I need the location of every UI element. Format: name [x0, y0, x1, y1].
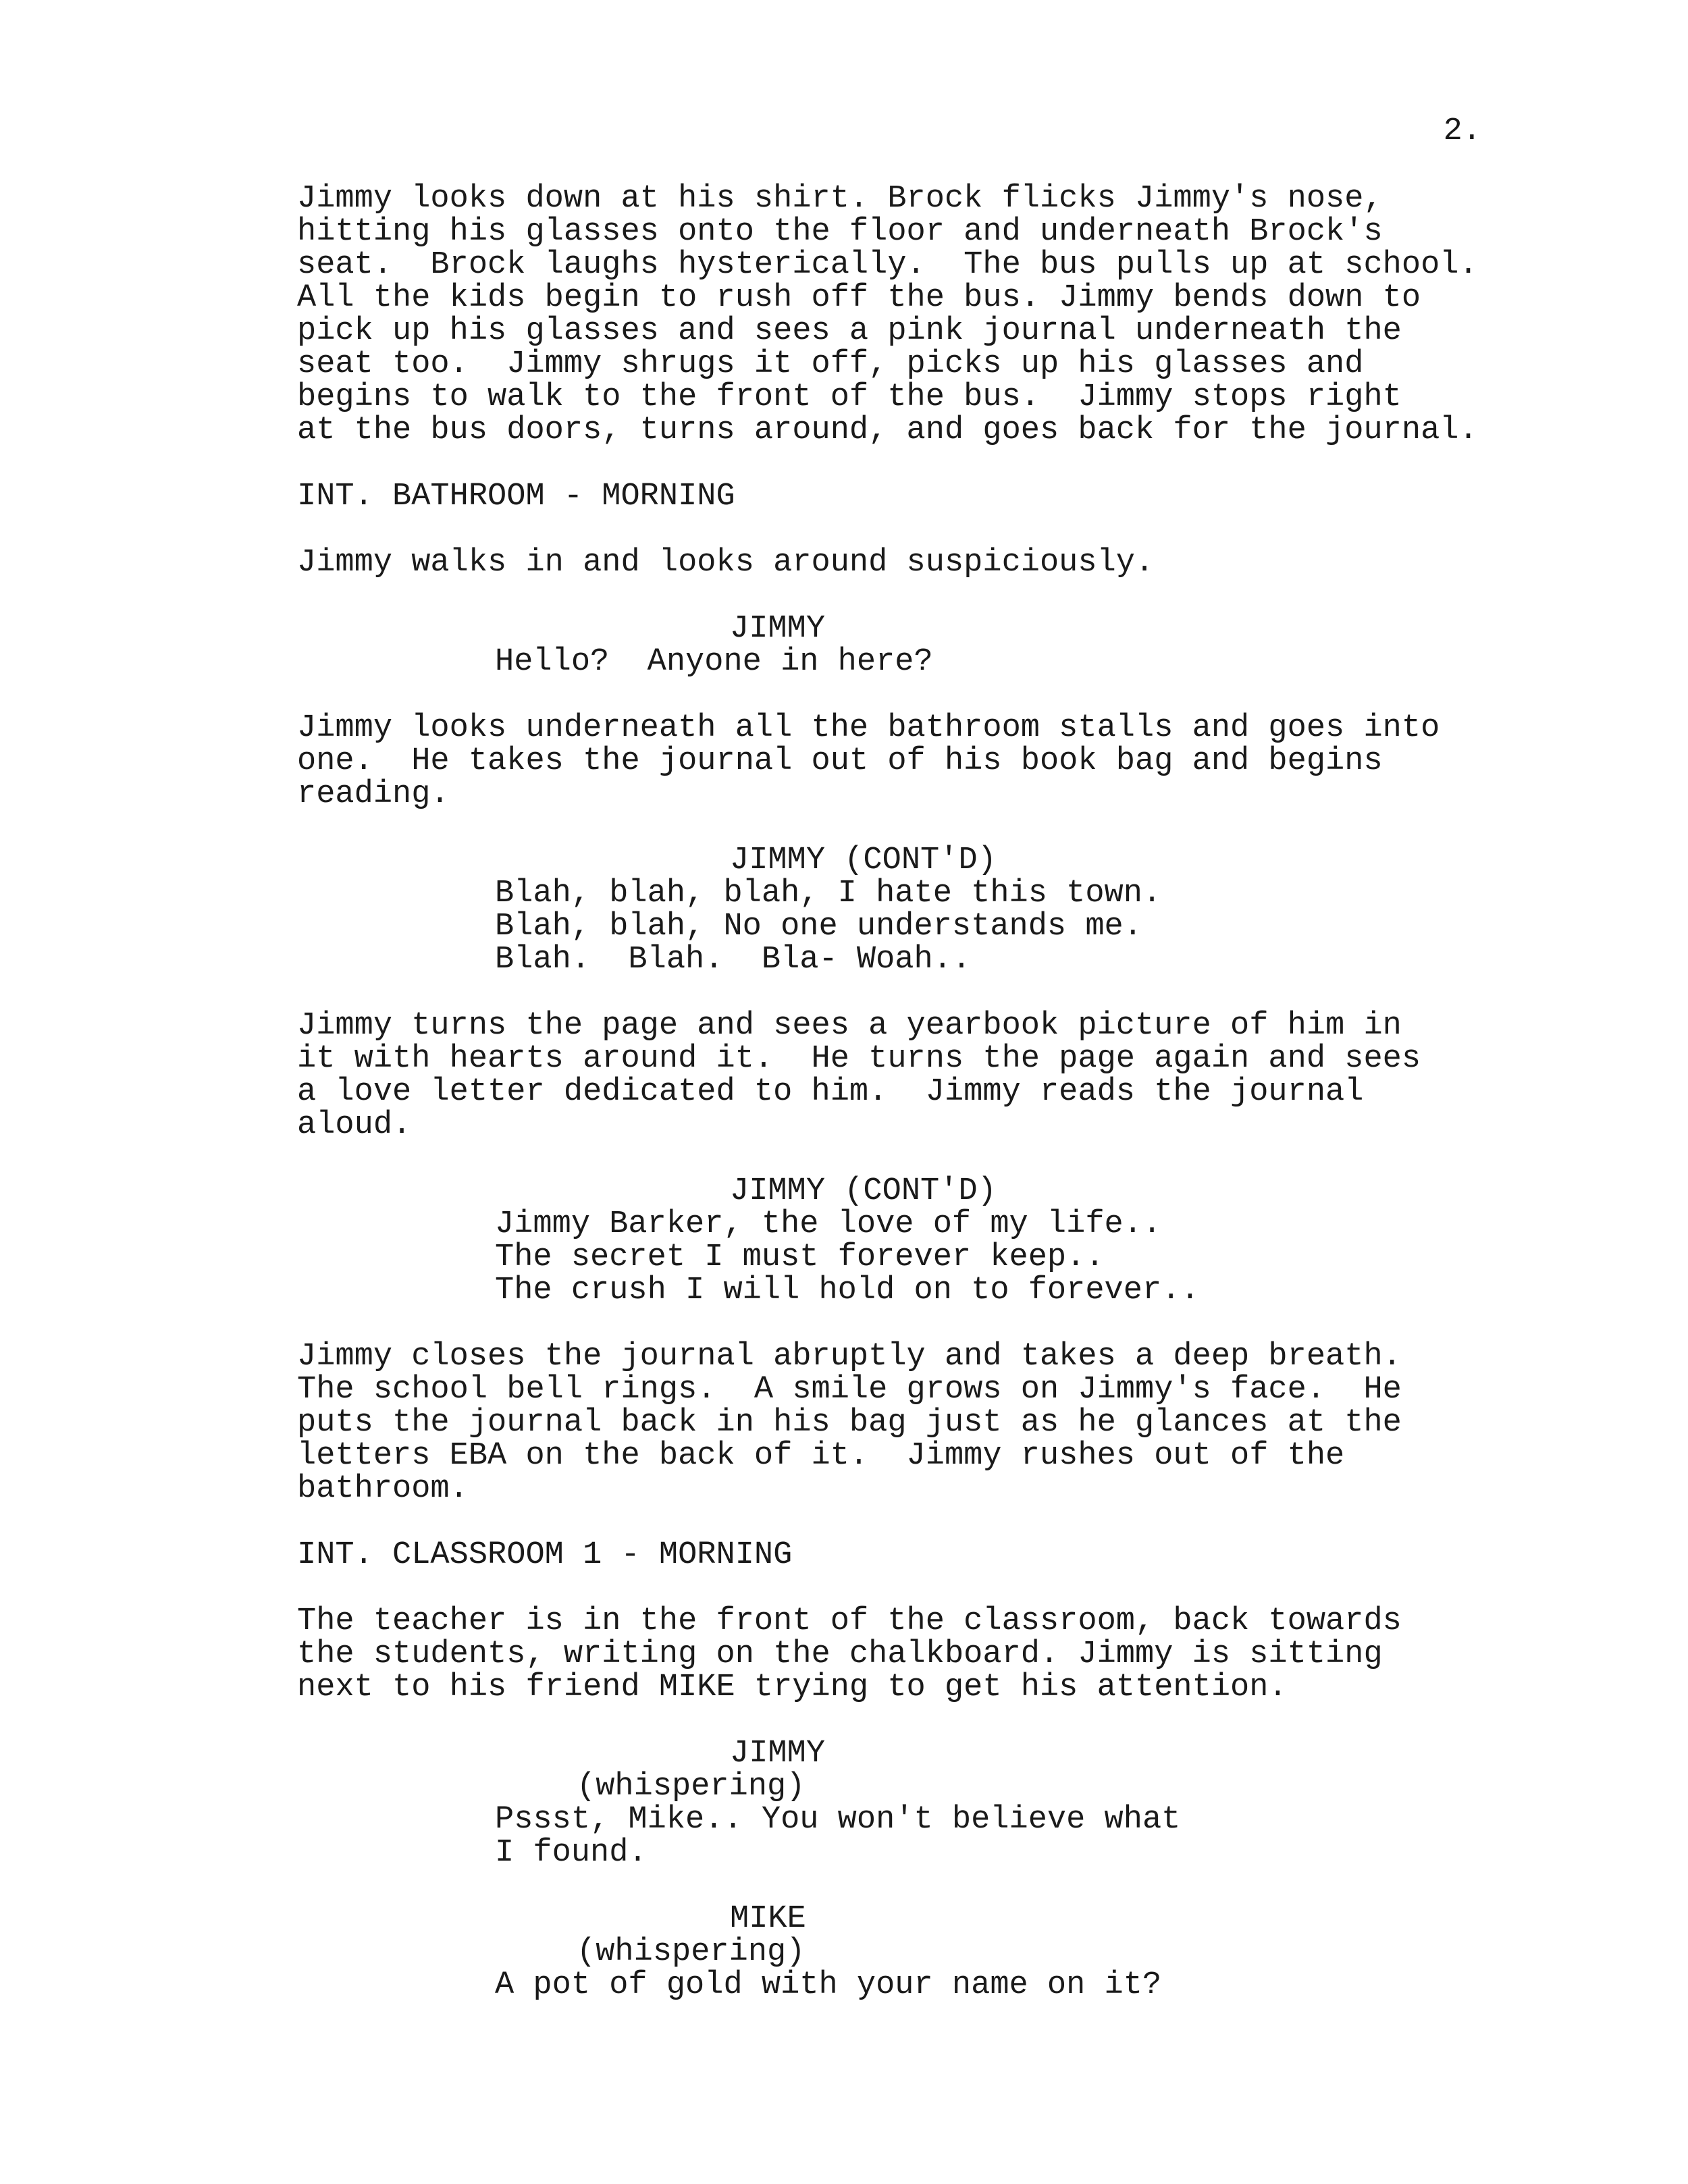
- dialogue-block: [297, 1803, 1512, 1869]
- action-block: [297, 1009, 1512, 1142]
- action-line: Jimmy looks down at his shirt. Brock flicks Jimmy's nose,: [297, 181, 1383, 217]
- parenthetical-text: (whispering): [577, 1769, 806, 1805]
- dialogue-line: The crush I will hold on to forever..: [495, 1273, 1200, 1308]
- action-line: one. He takes the journal out of his book bag and begins: [297, 743, 1383, 779]
- action-line: aloud.: [297, 1107, 412, 1143]
- parenthetical: [297, 1770, 1512, 1803]
- action-line: hitting his glasses onto the floor and underneath Brock's: [297, 214, 1383, 250]
- dialogue-line: The secret I must forever keep..: [495, 1240, 1105, 1275]
- action-block: [297, 1340, 1512, 1506]
- character-name: JIMMY: [730, 611, 826, 647]
- action-line: Jimmy walks in and looks around suspiciously.: [297, 545, 1155, 581]
- action-block: [297, 182, 1512, 447]
- action-line: seat. Brock laughs hysterically. The bus pulls up at school.: [297, 247, 1478, 283]
- action-line: Jimmy closes the journal abruptly and takes a deep breath.: [297, 1339, 1402, 1375]
- action-line: Jimmy turns the page and sees a yearbook picture of him in: [297, 1008, 1402, 1044]
- action-line: The teacher is in the front of the classroom, back towards: [297, 1603, 1402, 1639]
- scene-heading: [297, 480, 1512, 513]
- action-line: the students, writing on the chalkboard. Jimmy is sitting: [297, 1636, 1383, 1672]
- action-line: puts the journal back in his bag just as he glances at the: [297, 1405, 1402, 1441]
- scene-heading-text: INT. BATHROOM - MORNING: [297, 479, 735, 514]
- action-line: next to his friend MIKE trying to get his attention.: [297, 1670, 1288, 1705]
- character-name: JIMMY (CONT'D): [730, 1173, 997, 1209]
- dialogue-line: I found.: [495, 1835, 648, 1871]
- dialogue-block: [297, 877, 1512, 976]
- page-number: 2.: [1443, 113, 1481, 149]
- action-line: seat too. Jimmy shrugs it off, picks up his glasses and: [297, 346, 1364, 382]
- character-name: JIMMY: [730, 1736, 826, 1772]
- dialogue-line: Pssst, Mike.. You won't believe what: [495, 1802, 1181, 1838]
- action-line: bathroom.: [297, 1471, 469, 1507]
- action-block: [297, 546, 1512, 579]
- character-cue: [297, 612, 1512, 645]
- dialogue-block: [297, 1969, 1512, 2002]
- action-block: [297, 712, 1512, 811]
- character-name: JIMMY (CONT'D): [730, 843, 997, 878]
- action-line: Jimmy looks underneath all the bathroom stalls and goes into: [297, 710, 1440, 746]
- character-cue: [297, 1175, 1512, 1208]
- dialogue-line: Jimmy Barker, the love of my life..: [495, 1206, 1162, 1242]
- dialogue-line: Blah, blah, No one understands me.: [495, 909, 1142, 944]
- character-cue: [297, 1737, 1512, 1770]
- action-line: a love letter dedicated to him. Jimmy reads the journal: [297, 1074, 1364, 1110]
- dialogue-block: [297, 645, 1512, 678]
- scene-heading: [297, 1539, 1512, 1572]
- scene-heading-text: INT. CLASSROOM 1 - MORNING: [297, 1537, 793, 1573]
- dialogue-line: Hello? Anyone in here?: [495, 644, 933, 680]
- dialogue-block: [297, 1208, 1512, 1307]
- action-line: begins to walk to the front of the bus. Jimmy stops right: [297, 379, 1402, 415]
- action-line: reading.: [297, 776, 450, 812]
- action-line: it with hearts around it. He turns the page again and sees: [297, 1041, 1421, 1077]
- action-line: letters EBA on the back of it. Jimmy rushes out of the: [297, 1438, 1345, 1474]
- character-cue: [297, 844, 1512, 877]
- action-line: All the kids begin to rush off the bus. Jimmy bends down to: [297, 280, 1421, 316]
- character-cue: [297, 1902, 1512, 1936]
- script-body: [297, 182, 1512, 2002]
- dialogue-line: Blah, blah, blah, I hate this town.: [495, 876, 1162, 911]
- action-block: [297, 1605, 1512, 1704]
- action-line: at the bus doors, turns around, and goes back for the journal.: [297, 412, 1478, 448]
- dialogue-line: Blah. Blah. Bla- Woah..: [495, 942, 972, 978]
- action-line: pick up his glasses and sees a pink journal underneath the: [297, 313, 1402, 349]
- action-line: The school bell rings. A smile grows on Jimmy's face. He: [297, 1372, 1402, 1408]
- character-name: MIKE: [730, 1901, 806, 1937]
- dialogue-line: A pot of gold with your name on it?: [495, 1967, 1162, 2003]
- parenthetical-text: (whispering): [577, 1934, 806, 1970]
- parenthetical: [297, 1936, 1512, 1969]
